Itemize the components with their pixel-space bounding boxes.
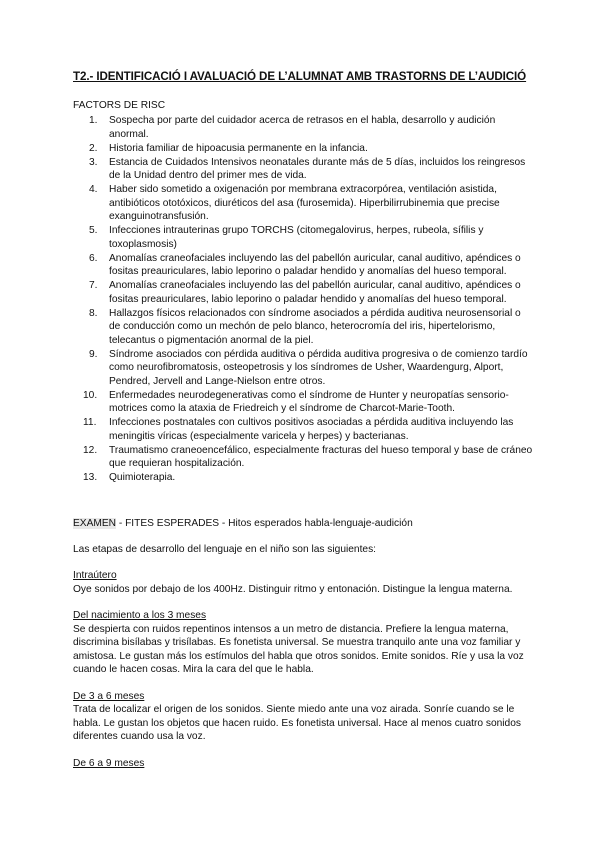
stage-section <box>73 609 533 677</box>
list-item: 12. Traumatismo craneoencefálico, especialmente fracturas del hueso temporal y base de cráneo que requieran hospitalización. <box>83 444 533 469</box>
risk-factors-list <box>73 114 533 485</box>
stage-section <box>73 569 533 596</box>
stage-section <box>73 690 533 744</box>
list-item: 6. Anomalías craneofaciales incluyendo las del pabellón auricular, canal auditivo, apéndices o fositas preauriculares, labio leporino o paladar hendido y anomalías del hueso temporal. <box>89 252 521 277</box>
list-item: 3. Estancia de Cuidados Intensivos neonatales durante más de 5 días, incluidos los reingresos de la Unidad dentro del primer mes de vida. <box>89 156 526 181</box>
stage-text: Trata de localizar el origen de los sonidos. Siente miedo ante una voz airada. Sonríe cuando se le habla. Le gustan los objetos que hacen ruido. Es fonetista universal. Hace al menos cuatro sonidos diferentes cuando usa la voz. <box>73 704 521 742</box>
list-item: 8. Hallazgos físicos relacionados con síndrome asociados a pérdida auditiva neurosensorial o de conducción como un mechón de pelo blanco, heterocromía del iris, hipertelorismo, telecantus o pigmentación anormal de la piel. <box>89 307 521 346</box>
list-item: 2. Historia familiar de hipoacusia permanente en la infancia. <box>89 142 368 154</box>
list-item: 7. Anomalías craneofaciales incluyendo las del pabellón auricular, canal auditivo, apéndices o fositas preauriculares, labio leporino o paladar hendido y anomalías del hueso temporal. <box>89 280 521 305</box>
document-title: T2.- IDENTIFICACIÓ I AVALUACIÓ DE L’ALUMNAT AMB TRASTORNS DE L’AUDICIÓ <box>73 70 527 83</box>
list-item: 4. Haber sido sometido a oxigenación por membrana extracorpórea, ventilación asistida, antibióticos ototóxicos, diuréticos del asa (furosemida). Hiperbilirrubinemia que precise exanguinotransfusión. <box>89 184 500 222</box>
document-page <box>73 70 533 770</box>
list-item: 13. Quimioterapia. <box>83 472 176 483</box>
stage-heading: Del nacimiento a los 3 meses <box>73 610 207 621</box>
stage-heading: De 3 a 6 meses <box>73 690 145 702</box>
risk-factors-heading: FACTORS DE RISC <box>73 100 166 111</box>
exam-highlight: EXAMEN <box>73 517 117 529</box>
list-item: 9. Síndrome asociados con pérdida auditiva o pérdida auditiva progresiva o de comienzo tardío como neurofibromatosis, osteopetrosis y los síndromes de Usher, Waardengurg, Alport, Pendred, Jervell and Lange-Nielson entre otros. <box>89 348 528 387</box>
stage-heading: Intraútero <box>73 570 117 581</box>
stage-section <box>73 757 533 771</box>
stage-text: Se despierta con ruidos repentinos intensos a un metro de distancia. Prefiere la lengua materna, discrimina bisílabas y trisílabas. Es fonetista universal. Se muestra tranquilo ante una voz familiar y amistosa. Le gustan más los estímulos del habla que otros sonidos. Emite sonidos. Ríe y usa la voz cuando le hacen cosas. Mira la cara del que le habla. <box>73 623 524 675</box>
exam-heading: EXAMEN - FITES ESPERADES - Hitos esperados habla-lenguaje-audición <box>73 517 413 529</box>
list-item: 5. Infecciones intrauterinas grupo TORCHS (citomegalovirus, herpes, rubeola, sífilis y toxoplasmosis) <box>89 225 484 250</box>
list-item: 10. Enfermedades neurodegenerativas como el síndrome de Hunter y neuropatías sensorio-motrices como la ataxia de Friedreich y el síndrome de Charcot-Marie-Tooth. <box>83 389 509 414</box>
stage-heading: De 6 a 9 meses <box>73 757 145 769</box>
stage-text: Oye sonidos por debajo de los 400Hz. Distinguir ritmo y entonación. Distingue la lengua materna. <box>73 583 513 595</box>
list-item: 1. Sospecha por parte del cuidador acerca de retrasos en el habla, desarrollo y audición anormal. <box>89 115 496 140</box>
exam-intro: Las etapas de desarrollo del lenguaje en el niño son las siguientes: <box>73 543 377 555</box>
list-item: 11. Infecciones postnatales con cultivos positivos asociadas a pérdida auditiva incluyendo las meningitis víricas (especialmente varicela y herpes) y bacterianas. <box>83 417 514 442</box>
